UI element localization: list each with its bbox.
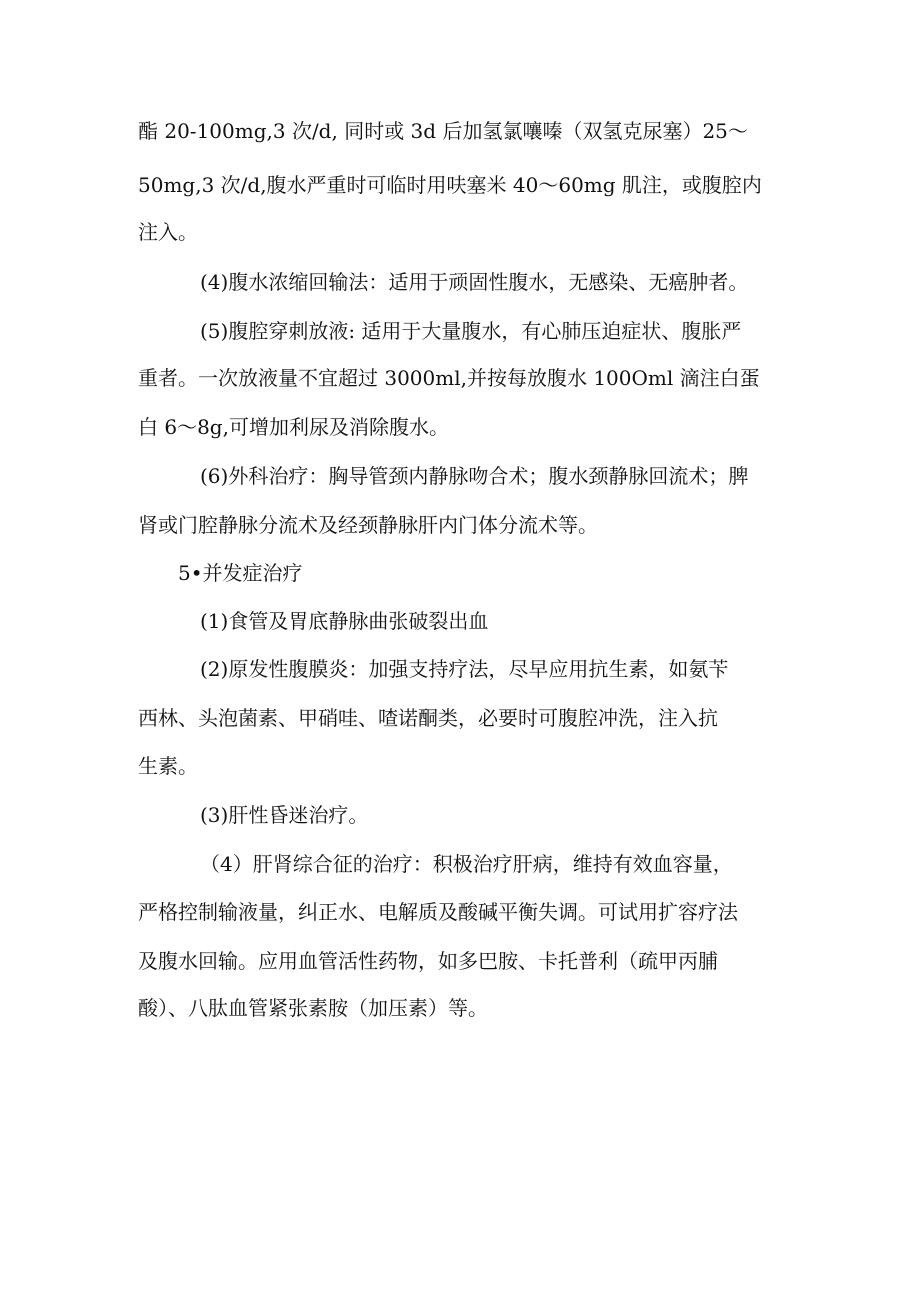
text-line: 重者。一次放液量不宜超过 3000ml,并按每放腹水 100Oml 滴注白蛋	[138, 366, 760, 390]
text-line: (6)外科治疗：胸导管颈内静脉吻合术；腹水颈静脉回流术；脾	[200, 464, 749, 488]
text-line: (3)肝性昏迷治疗。	[200, 803, 369, 827]
text-line: (5)腹腔穿刺放液: 适用于大量腹水，有心肺压迫症状、腹胀严	[200, 319, 742, 343]
text-line: (4)腹水浓缩回输法：适用于顽固性腹水，无感染、无癌肿者。	[200, 270, 749, 294]
text-line: 西林、头泡菌素、甲硝哇、喳诺酮类，必要时可腹腔冲洗，注入抗	[138, 706, 718, 730]
text-line: 严格控制输液量，纠正水、电解质及酸碱平衡失调。可试用扩容疗法	[138, 900, 738, 924]
text-line: （4）肝肾综合征的治疗：积极治疗肝病，维持有效血容量，	[200, 852, 733, 876]
text-line: (1)食管及胃底静脉曲张破裂出血	[200, 609, 489, 633]
text-line: 肾或门腔静脉分流术及经颈静脉肝内门体分流术等。	[138, 513, 598, 537]
text-line: 白 6～8g,可增加利尿及消除腹水。	[138, 415, 449, 439]
section-heading: 5•并发症治疗	[178, 561, 303, 585]
text-line: 50mg,3 次/d,腹水严重时可临时用呋塞米 40～60mg 肌注，或腹腔内	[138, 173, 762, 197]
text-line: 酸）、八肽血管紧张素胺（加压素）等。	[138, 996, 488, 1020]
text-line: 及腹水回输。应用血管活性药物，如多巴胺、卡托普利（疏甲丙脯	[138, 949, 718, 973]
text-line: 注入。	[138, 220, 198, 244]
text-line: (2)原发性腹膜炎：加强支持疗法，尽早应用抗生素，如氨苄	[200, 657, 729, 681]
text-line: 生素。	[138, 754, 198, 778]
text-line: 酯 20-100mg,3 次/d, 同时或 3d 后加氢氯嚷嗪（双氢克尿塞）25～	[138, 119, 748, 143]
